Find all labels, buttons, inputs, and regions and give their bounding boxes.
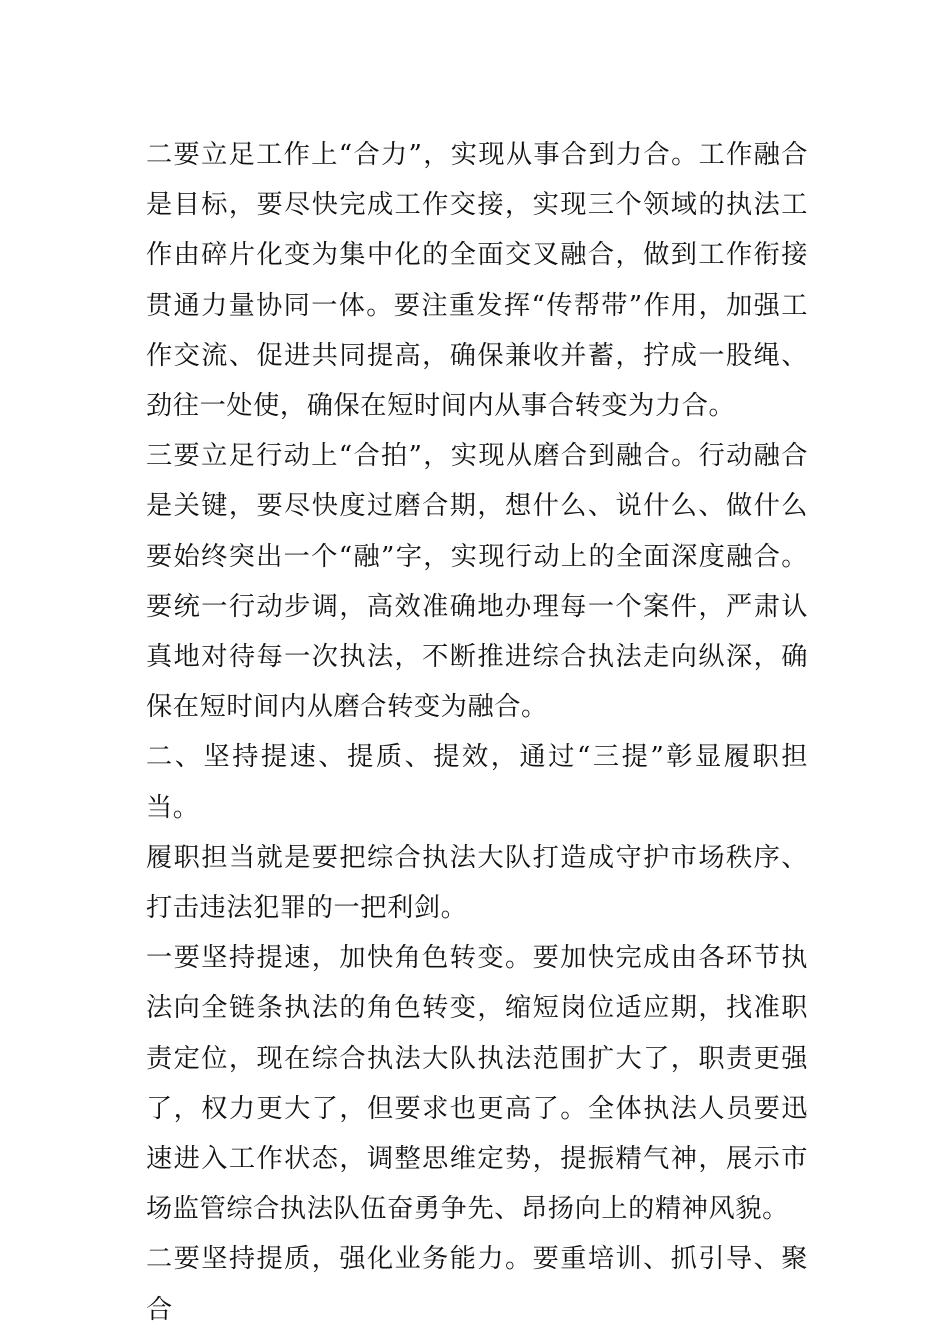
paragraph-1: 二要立足工作上“合力”，实现从事合到力合。工作融合是目标，要尽快完成工作交接，实现三个领域的执法工作由碎片化变为集中化的全面交叉融合，做到工作衔接贯通力量协同一体。要注重发挥“传帮带”作用，加强工作交流、促进共同提高，确保兼收并蓄，拧成一股绳、劲往一处使，确保在短时间内从事合转变为力合。	[146, 140, 808, 422]
document-body	[146, 130, 808, 1335]
paragraph-6: 二要坚持提质，强化业务能力。要重培训、抓引导、聚合	[146, 1244, 808, 1325]
paragraph-4: 履职担当就是要把综合执法大队打造成守护市场秩序、打击违法犯罪的一把利剑。	[146, 842, 808, 924]
paragraph-5: 一要坚持提速，加快角色转变。要加快完成由各环节执法向全链条执法的角色转变，缩短岗位适应期，找准职责定位，现在综合执法大队执法范围扩大了，职责更强了，权力更大了，但要求也更高了。全体执法人员要迅速进入工作状态，调整思维定势，提振精气神，展示市场监管综合执法队伍奋勇争先、昂扬向上的精神风貌。	[146, 943, 808, 1225]
paragraph-3-heading: 二、坚持提速、提质、提效，通过“三提”彰显履职担当。	[146, 742, 808, 823]
paragraph-2: 三要立足行动上“合拍”，实现从磨合到融合。行动融合是关键，要尽快度过磨合期，想什么、说什么、做什么要始终突出一个“融”字，实现行动上的全面深度融合。要统一行动步调，高效准确地办理每一个案件，严肃认真地对待每一次执法，不断推进综合执法走向纵深，确保在短时间内从磨合转变为融合。	[146, 441, 808, 723]
